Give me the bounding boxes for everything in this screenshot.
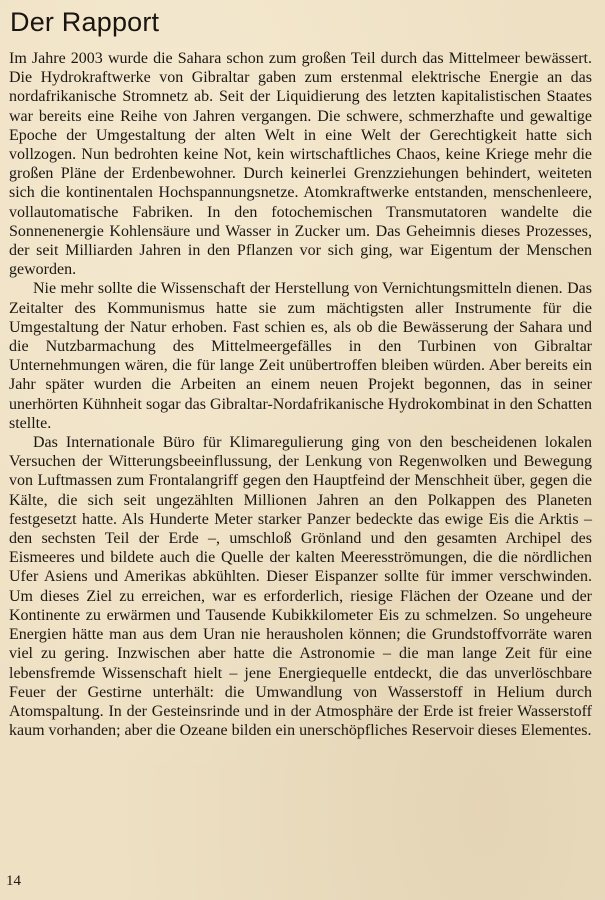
page-number: 14	[6, 873, 21, 889]
paragraph-1: Im Jahre 2003 wurde die Sahara schon zum großen Teil durch das Mittelmeer bewässert. Die Hydrokraftwerke von Gibraltar gaben zum erstenmal elektrische Energie an das nordafrikanische Stromnetz ab. Seit der Liquidierung des letzten kapitalistischen Staates war bereits eine Reihe von Jahren vergangen. Die schwere, schmerzhafte und gewaltige Epoche der Umgestaltung der alten Welt in eine Welt der Gerechtigkeit hatte sich vollzogen. Nun bedrohten keine Not, kein wirtschaftliches Chaos, keine Kriege mehr die großen Pläne der Erdenbewohner. Durch keinerlei Grenzziehungen behindert, weiteten sich die kontinentalen Hochspannungsnetze. Atomkraftwerke entstanden, menschenleere, vollautomatische Fabriken. In den fotochemischen Transmutatoren wandelte die Sonnenenergie Kohlensäure und Wasser in Zucker um. Das Geheimnis dieses Prozesses, der seit Milliarden Jahren in den Pflanzen vor sich ging, war Eigentum der Menschen geworden.	[9, 50, 592, 279]
body-text	[9, 49, 592, 740]
paragraph-3: Das Internationale Büro für Klimaregulierung ging von den bescheidenen lokalen Versuchen der Witterungsbeeinflussung, der Lenkung von Regenwolken und Bewegung von Luftmassen zum Frontalangriff gegen den Hauptfeind der Menschheit über, gegen die Kälte, die sich seit ungezählten Millionen Jahren an den Polkappen des Planeten festgesetzt hatte. Als Hunderte Meter starker Panzer bedeckte das ewige Eis die Arktis – den sechsten Teil der Erde –, umschloß Grönland und den gesamten Archipel des Eismeeres und bildete auch die Quelle der kalten Meeresströmungen, die die nördlichen Ufer Asiens und Amerikas abkühlten. Dieser Eispanzer sollte für immer verschwinden. Um dieses Ziel zu erreichen, war es erforderlich, riesige Flächen der Ozeane und der Kontinente zu erwärmen und Tausende Kubikkilometer Eis zu schmelzen. So ungeheure Energien hätte man aus dem Uran nie herausholen können; die Grundstoffvorräte waren viel zu gering. Inzwischen aber hatte die Astronomie – die man lange Zeit für eine lebensfremde Wissenschaft hielt – jene Energiequelle entdeckt, die das unverlöschbare Feuer der Gestirne unterhält: die Umwandlung von Wasserstoff in Helium durch Atomspaltung. In der Gesteinsrinde und in der Atmosphäre der Erde ist freier Wasserstoff kaum vorhanden; aber die Ozeane bilden ein unerschöpfliches Reservoir dieses Elementes.	[9, 434, 592, 740]
chapter-title: Der Rapport	[10, 7, 160, 37]
paragraph-2: Nie mehr sollte die Wissenschaft der Herstellung von Vernichtungsmitteln dienen. Das Zeitalter des Kommunismus hatte sie zum mächtigsten aller Instrumente für die Umgestaltung der Natur erhoben. Fast schien es, als ob die Bewässerung der Sahara und die Nutzbarmachung des Mittelmeergefälles in den Turbinen von Gibraltar Unternehmungen wären, die für lange Zeit unübertroffen bleiben würden. Aber bereits ein Jahr später wurden die Arbeiten an einem neuen Projekt begonnen, das in seiner unerhörten Kühnheit sogar das Gibraltar-Nordafrikanische Hydrokombinat in den Schatten stellte.	[9, 280, 592, 432]
